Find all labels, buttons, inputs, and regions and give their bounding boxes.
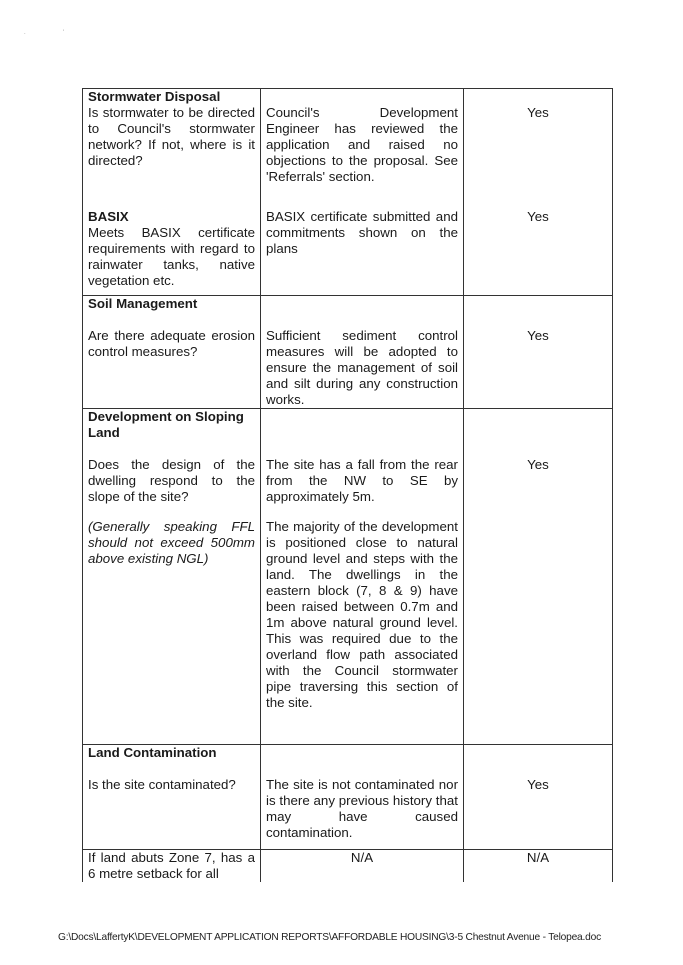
criteria-cell [83,209,261,296]
complies-value: Yes [527,209,549,224]
table-row [83,209,613,296]
criteria-cell [83,89,261,210]
section-heading: Soil Management [88,296,198,311]
complies-cell [464,745,613,850]
comment-cell [261,519,464,745]
criteria-question: If land abuts Zone 7, has a 6 metre setback for all [88,850,255,881]
complies-cell [464,519,613,745]
comment-cell [261,409,464,520]
criteria-cell [83,745,261,850]
comment-text: N/A [350,850,374,865]
file-path-footer: G:\Docs\LaffertyK\DEVELOPMENT APPLICATION REPORTS\AFFORDABLE HOUSING\3-5 Chestnut Avenue - Telopea.doc [58,932,601,943]
complies-value: Yes [527,457,549,472]
comment-cell [261,745,464,850]
comment-text: The site has a fall from the rear from the NW to SE by approximately 5m. [266,457,458,504]
comment-text: Sufficient sediment control measures will be adopted to ensure the management of soil and silt during any construction works. [266,328,458,407]
section-heading: BASIX [88,209,129,224]
scan-speck: . [24,30,26,36]
complies-cell [464,409,613,520]
comment-cell [261,89,464,210]
criteria-question: Meets BASIX certificate requirements with regard to rainwater tanks, native vegetation etc. [88,225,255,288]
criteria-question: Is stormwater to be directed to Council's stormwater network? If not, where is it directed? [88,105,255,168]
complies-value: Yes [527,328,549,343]
assessment-table [82,88,613,882]
table-row [83,519,613,745]
table-row [83,89,613,210]
criteria-cell [83,296,261,409]
table-row [83,296,613,409]
criteria-cell [83,519,261,745]
comment-cell [261,296,464,409]
complies-value: Yes [527,777,549,792]
criteria-question: Does the design of the dwelling respond to the slope of the site? [88,457,255,504]
scan-speck: ' [63,30,65,36]
criteria-question: Are there adequate erosion control measures? [88,328,255,359]
criteria-cell [83,850,261,883]
comment-text: The site is not contaminated nor is there any previous history that may have caused contamination. [266,777,458,840]
comment-text: Council's Development Engineer has reviewed the application and raised no objections to the proposal. See 'Referrals' section. [266,105,458,184]
complies-cell [464,296,613,409]
comment-cell [261,850,464,883]
comment-cell [261,209,464,296]
complies-value: N/A [526,850,550,865]
table-row [83,409,613,520]
section-heading: Development on Sloping Land [88,409,244,440]
comment-text: The majority of the development is positioned close to natural ground level and steps with the land. The dwellings in the eastern block (7, 8 & 9) have been raised between 0.7m and 1m above natural ground level. This was required due to the overland flow path associated with the Council stormwater pipe traversing this section of the site. [266,519,458,710]
complies-cell [464,89,613,210]
comment-text: BASIX certificate submitted and commitments shown on the plans [266,209,458,256]
criteria-note: (Generally speaking FFL should not exceed 500mm above existing NGL) [88,519,255,566]
table-row [83,745,613,850]
criteria-question: Is the site contaminated? [88,777,236,792]
complies-cell [464,850,613,883]
complies-cell [464,209,613,296]
criteria-cell [83,409,261,520]
section-heading: Land Contamination [88,745,217,760]
table-row [83,850,613,883]
section-heading: Stormwater Disposal [88,89,221,104]
complies-value: Yes [527,105,549,120]
